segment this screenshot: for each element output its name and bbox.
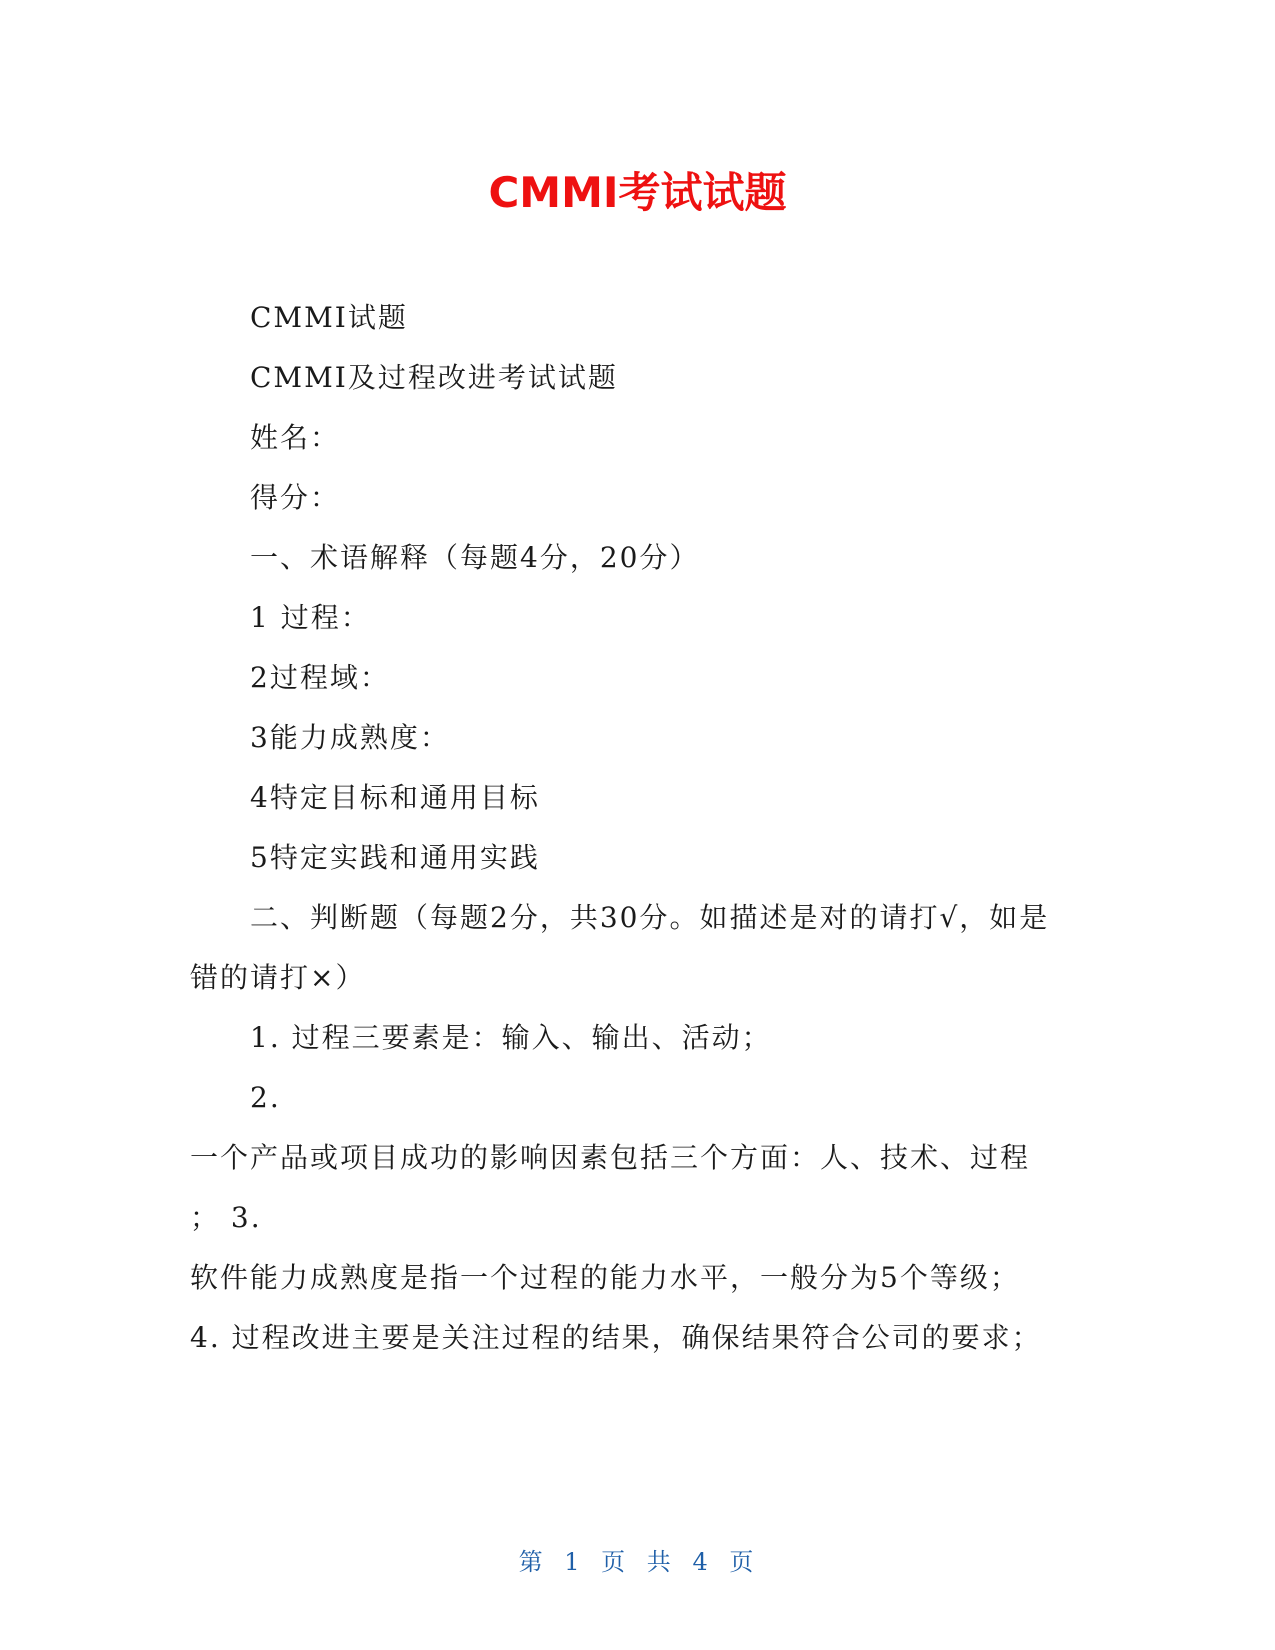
term-item-2: 2过程域： <box>250 661 390 694</box>
document-title: CMMI考试试题 <box>488 168 787 217</box>
judgement-item-3-text: 软件能力成熟度是指一个过程的能力水平，一般分为5个等级； <box>190 1261 1020 1294</box>
line-name-field: 姓名： <box>250 421 341 454</box>
section-heading-terms: 一、术语解释（每题4分，20分） <box>250 541 700 574</box>
judgement-item-1: 1. 过程三要素是：输入、输出、活动； <box>250 1021 772 1054</box>
section-heading-judgement: 二、判断题（每题2分，共30分。如描述是对的请打√，如是 <box>250 901 1050 934</box>
section-heading-judgement-cont: 错的请打×） <box>190 961 366 994</box>
term-item-1: 1 过程： <box>250 601 371 634</box>
judgement-item-2-number: 2. <box>250 1081 281 1114</box>
line-cmmi-questions: CMMI试题 <box>250 301 408 334</box>
page-footer: 第 1 页 共 4 页 <box>518 1548 757 1576</box>
term-item-3: 3能力成熟度： <box>250 721 450 754</box>
judgement-item-2-text: 一个产品或项目成功的影响因素包括三个方面：人、技术、过程 <box>190 1141 1031 1174</box>
judgement-item-4: 4. 过程改进主要是关注过程的结果，确保结果符合公司的要求； <box>190 1321 1042 1354</box>
term-item-4: 4特定目标和通用目标 <box>250 781 540 814</box>
line-exam-subtitle: CMMI及过程改进考试试题 <box>250 361 618 394</box>
line-score-field: 得分： <box>250 481 341 514</box>
term-item-5: 5特定实践和通用实践 <box>250 841 540 874</box>
judgement-item-3-number: ； 3. <box>190 1201 262 1234</box>
